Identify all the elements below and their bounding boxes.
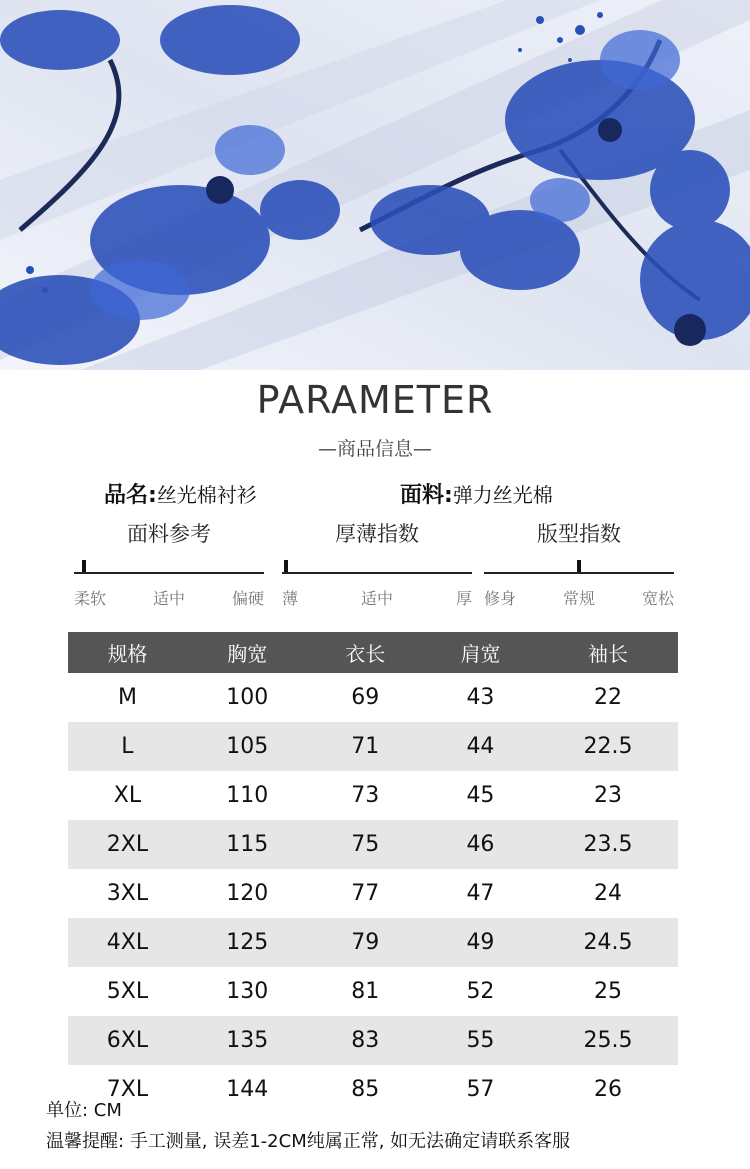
cell-shoulder: 47 bbox=[466, 881, 495, 906]
product-name-label: 品名: bbox=[104, 483, 157, 508]
header-size: 规格 bbox=[68, 632, 187, 673]
cell-chest: 120 bbox=[226, 881, 269, 906]
page-subtitle: —商品信息— bbox=[317, 438, 432, 460]
scale-label-low: 薄 bbox=[282, 589, 299, 608]
cell-size: 5XL bbox=[106, 979, 149, 1004]
cell-size: 6XL bbox=[68, 1016, 187, 1065]
cell-length: 85 bbox=[351, 1077, 380, 1102]
cell-length: 77 bbox=[351, 881, 380, 906]
cell-length: 75 bbox=[308, 820, 423, 869]
scale-title: 版型指数 bbox=[537, 522, 621, 546]
fit-scale bbox=[484, 518, 674, 618]
cell-sleeve: 25.5 bbox=[538, 1016, 678, 1065]
cell-size: L bbox=[68, 722, 187, 771]
cell-sleeve: 23.5 bbox=[538, 820, 678, 869]
cell-length: 81 bbox=[351, 979, 380, 1004]
cell-sleeve: 22.5 bbox=[538, 722, 678, 771]
cell-chest: 125 bbox=[187, 918, 308, 967]
cell-size: 3XL bbox=[106, 881, 149, 906]
cell-size: 2XL bbox=[68, 820, 187, 869]
cell-chest: 110 bbox=[226, 783, 269, 808]
cell-shoulder: 43 bbox=[466, 685, 495, 710]
table-row bbox=[68, 771, 678, 820]
product-name-value: 丝光棉衬衫 bbox=[156, 483, 257, 507]
cell-sleeve: 22 bbox=[594, 685, 623, 710]
scale-label-low: 修身 bbox=[484, 589, 517, 608]
cell-sleeve: 24 bbox=[594, 881, 623, 906]
scale-label-high: 厚 bbox=[455, 589, 472, 608]
cell-length: 83 bbox=[308, 1016, 423, 1065]
scale-label-mid: 适中 bbox=[152, 589, 185, 608]
size-table-header bbox=[68, 632, 678, 673]
scale-label-mid: 常规 bbox=[562, 589, 595, 608]
cell-shoulder: 55 bbox=[423, 1016, 538, 1065]
blue-floral-print-image bbox=[0, 0, 750, 370]
fabric-softness-scale bbox=[74, 518, 264, 618]
reminder-note: 温馨提醒: 手工测量, 误差1-2CM纯属正常, 如无法确定请联系客服 bbox=[46, 1131, 571, 1152]
unit-note: 单位: CM bbox=[46, 1100, 122, 1121]
header-sleeve: 袖长 bbox=[538, 632, 678, 673]
header-chest: 胸宽 bbox=[187, 632, 308, 673]
scale-marker bbox=[82, 560, 86, 572]
product-fabric bbox=[400, 478, 553, 509]
product-name bbox=[104, 478, 257, 509]
cell-sleeve: 26 bbox=[594, 1077, 623, 1102]
scale-title: 面料参考 bbox=[127, 522, 211, 546]
cell-chest: 100 bbox=[226, 685, 269, 710]
table-row bbox=[68, 967, 678, 1016]
cell-size: XL bbox=[113, 783, 142, 808]
cell-shoulder: 52 bbox=[466, 979, 495, 1004]
scale-line bbox=[484, 572, 674, 574]
cell-shoulder: 49 bbox=[423, 918, 538, 967]
scale-label-high: 宽松 bbox=[641, 589, 674, 608]
cell-size: M bbox=[117, 685, 137, 710]
cell-shoulder: 57 bbox=[466, 1077, 495, 1102]
header-length: 衣长 bbox=[308, 632, 423, 673]
thickness-scale bbox=[282, 518, 472, 618]
cell-sleeve: 24.5 bbox=[538, 918, 678, 967]
table-row bbox=[68, 1016, 678, 1065]
cell-chest: 135 bbox=[187, 1016, 308, 1065]
product-fabric-value: 弹力丝光棉 bbox=[452, 483, 553, 507]
size-table bbox=[68, 632, 678, 1114]
cell-sleeve: 23 bbox=[594, 783, 623, 808]
table-row bbox=[68, 722, 678, 771]
cell-sleeve: 25 bbox=[594, 979, 623, 1004]
cell-length: 73 bbox=[351, 783, 380, 808]
product-fabric-label: 面料: bbox=[400, 483, 453, 508]
scale-line bbox=[74, 572, 264, 574]
table-row bbox=[68, 869, 678, 918]
fabric-photo bbox=[0, 0, 750, 370]
cell-size: 4XL bbox=[68, 918, 187, 967]
cell-chest: 115 bbox=[187, 820, 308, 869]
cell-size: 7XL bbox=[106, 1077, 149, 1102]
cell-chest: 130 bbox=[226, 979, 269, 1004]
scale-label-mid: 适中 bbox=[360, 589, 393, 608]
scale-label-low: 柔软 bbox=[74, 589, 107, 608]
cell-shoulder: 45 bbox=[466, 783, 495, 808]
scale-label-high: 偏硬 bbox=[231, 589, 264, 608]
header-shoulder: 肩宽 bbox=[423, 632, 538, 673]
cell-shoulder: 46 bbox=[423, 820, 538, 869]
cell-chest: 144 bbox=[226, 1077, 269, 1102]
cell-chest: 105 bbox=[187, 722, 308, 771]
table-row bbox=[68, 918, 678, 967]
cell-length: 71 bbox=[308, 722, 423, 771]
table-row bbox=[68, 673, 678, 722]
cell-length: 79 bbox=[308, 918, 423, 967]
cell-shoulder: 44 bbox=[423, 722, 538, 771]
page-title: PARAMETER bbox=[256, 378, 494, 422]
table-row bbox=[68, 1065, 678, 1114]
scale-title: 厚薄指数 bbox=[335, 522, 419, 546]
scale-marker bbox=[284, 560, 288, 572]
table-row bbox=[68, 820, 678, 869]
cell-length: 69 bbox=[351, 685, 380, 710]
scale-line bbox=[282, 572, 472, 574]
scale-marker bbox=[577, 560, 581, 572]
